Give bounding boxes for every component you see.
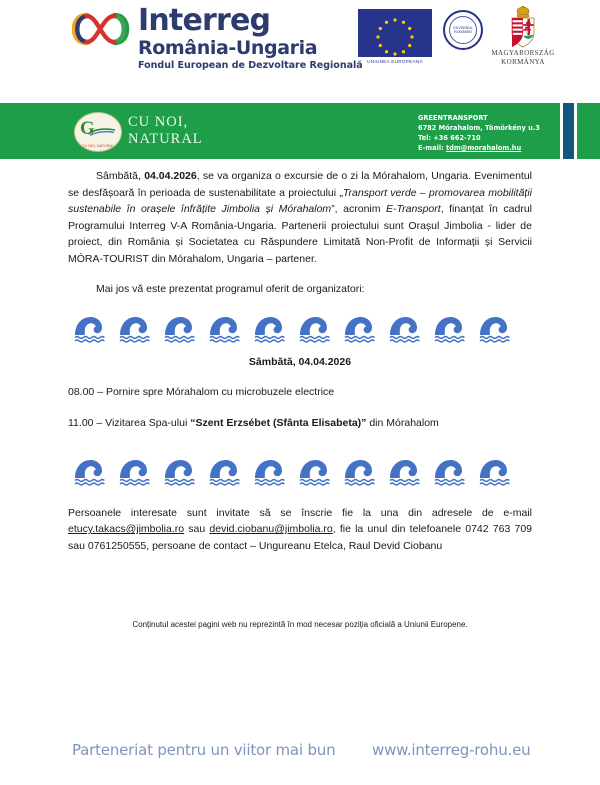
wave-icon bbox=[434, 455, 468, 489]
hungary-caption-line2: KORMÁNYA bbox=[501, 58, 545, 66]
greentransport-contact-block bbox=[418, 113, 540, 153]
p3-seg1: Persoanele interesate sunt invitate să se înscrie fie la una din adresele de e-mail bbox=[68, 506, 532, 519]
document-body bbox=[68, 168, 532, 568]
interreg-fund-line: Fondul European de Dezvoltare Regională bbox=[138, 60, 363, 71]
page-footer bbox=[0, 741, 600, 775]
contact-email-link[interactable]: tdm@morahalom.hu bbox=[446, 144, 522, 152]
email-link-2[interactable]: devid.ciobanu@jimbolia.ro bbox=[209, 523, 333, 535]
eu-flag-icon bbox=[358, 9, 432, 57]
schedule-2-prefix: 11.00 – Vizitarea Spa-ului bbox=[68, 416, 191, 429]
slogan-line-1: CU NOI, bbox=[128, 114, 189, 130]
schedule-2-suffix: din Mórahalom bbox=[366, 416, 439, 429]
wave-icon bbox=[344, 455, 378, 489]
interreg-logo-block bbox=[72, 3, 363, 72]
wave-icon bbox=[299, 455, 333, 489]
wave-icon bbox=[434, 312, 468, 346]
p3-seg3: , fie la unul din telefoanele 0742 763 709 sau 0761250555, persoane de contact – Ungureanu Etelca, Raul Devid Ciobanu bbox=[68, 523, 533, 552]
romania-seal-text: GUVERNUL ROMÂNIEI bbox=[449, 16, 477, 44]
hungary-government-block bbox=[477, 6, 569, 67]
wave-icon bbox=[74, 312, 108, 346]
p1-seg7: , finanțat în cadrul Programului Interreg V-A România-Ungaria. Partenerii proiectului sunt Orașul Jimbolia - lider de proiect, din România și Societatea cu Răspundere Limitată Non-Profit de Informații și Servicii MÓRA-TOURIST din Mórahalom, Ungaria – partener. bbox=[68, 203, 533, 265]
p1-seg3: , se va organiza o excursie de o zi la Mórahalom, Ungaria. Evenimentul se desfășoară în perioada de sustenabilitate a proiectului „ bbox=[68, 170, 532, 199]
wave-icon bbox=[389, 312, 423, 346]
interreg-subtitle: România-Ungaria bbox=[138, 37, 318, 59]
hungary-caption-line1: MAGYARORSZÁG bbox=[491, 49, 555, 57]
greentransport-slogan bbox=[128, 114, 203, 148]
wave-icon bbox=[479, 455, 513, 489]
paragraph-intro bbox=[68, 168, 532, 267]
paragraph-program-intro: Mai jos vă este prezentat programul oferit de organizatori: bbox=[96, 283, 365, 295]
schedule-2-venue: “Szent Erzsébet (Sfânta Elisabeta)” bbox=[190, 416, 367, 429]
wave-icon bbox=[344, 312, 378, 346]
wave-icon bbox=[164, 312, 198, 346]
contact-email-line bbox=[418, 143, 540, 153]
wave-icon bbox=[389, 455, 423, 489]
top-logo-band bbox=[0, 0, 600, 92]
wave-icon bbox=[209, 455, 243, 489]
schedule-item-2 bbox=[68, 415, 532, 431]
eu-caption: UNIUNEA EUROPEANĂ bbox=[367, 59, 423, 64]
p1-project-title: Transport verde – promovarea mobilității sustenabile în orașele înfrățite Jimbolia și Mórahalom bbox=[68, 186, 532, 215]
greentransport-logo-letter: G bbox=[80, 118, 95, 139]
wave-icon bbox=[119, 312, 153, 346]
eu-disclaimer: Conținutul acestei pagini web nu reprezintă în mod necesar poziția oficială a Uniunii Europene. bbox=[132, 620, 468, 629]
footer-slogan: Parteneriat pentru un viitor mai bun bbox=[72, 741, 336, 759]
greentransport-swoosh-icon bbox=[88, 128, 116, 136]
interreg-title: Interreg bbox=[138, 3, 271, 38]
contact-email-label: E-mail: bbox=[418, 144, 447, 152]
p1-event-date: 04.04.2026 bbox=[144, 170, 197, 182]
wave-icon bbox=[479, 312, 513, 346]
wave-divider-top bbox=[74, 312, 532, 346]
wave-divider-bottom bbox=[74, 455, 532, 489]
program-date-heading: Sâmbătă, 04.04.2026 bbox=[248, 355, 352, 368]
header-stripe-gap-right bbox=[574, 103, 577, 159]
hungary-caption bbox=[477, 49, 569, 67]
contact-company: GREENTRANSPORT bbox=[418, 114, 488, 122]
p1-seg1: Sâmbătă, bbox=[96, 170, 145, 182]
interreg-wordmark bbox=[138, 3, 363, 72]
greentransport-oval-logo-icon bbox=[74, 112, 122, 152]
interreg-infinity-icon bbox=[72, 10, 130, 48]
paragraph-contact bbox=[68, 505, 532, 555]
email-link-1[interactable]: etucy.takacs@jimbolia.ro bbox=[68, 523, 185, 535]
wave-icon bbox=[164, 455, 198, 489]
schedule-item-1: 08.00 – Pornire spre Mórahalom cu microbuzele electrice bbox=[68, 385, 335, 398]
header-stripe-blue bbox=[563, 103, 574, 159]
p1-seg5: ”, acronim bbox=[331, 203, 387, 215]
greentransport-logo-micro-text: CU NOI, NATURAL bbox=[81, 144, 115, 148]
wave-icon bbox=[299, 312, 333, 346]
wave-icon bbox=[254, 312, 288, 346]
wave-icon bbox=[74, 455, 108, 489]
contact-phone: Tel: +36 662-710 bbox=[418, 134, 481, 142]
wave-icon bbox=[209, 312, 243, 346]
footer-url[interactable]: www.interreg-rohu.eu bbox=[372, 741, 531, 759]
contact-address: 6782 Mórahalom, Tömörkény u.3 bbox=[418, 124, 540, 132]
hungary-coat-of-arms-icon bbox=[508, 6, 538, 48]
wave-icon bbox=[254, 455, 288, 489]
slogan-line-2: NATURAL bbox=[128, 131, 203, 147]
p1-acronym: E-Transport bbox=[386, 203, 441, 215]
wave-icon bbox=[119, 455, 153, 489]
p3-seg2: sau bbox=[184, 523, 210, 535]
